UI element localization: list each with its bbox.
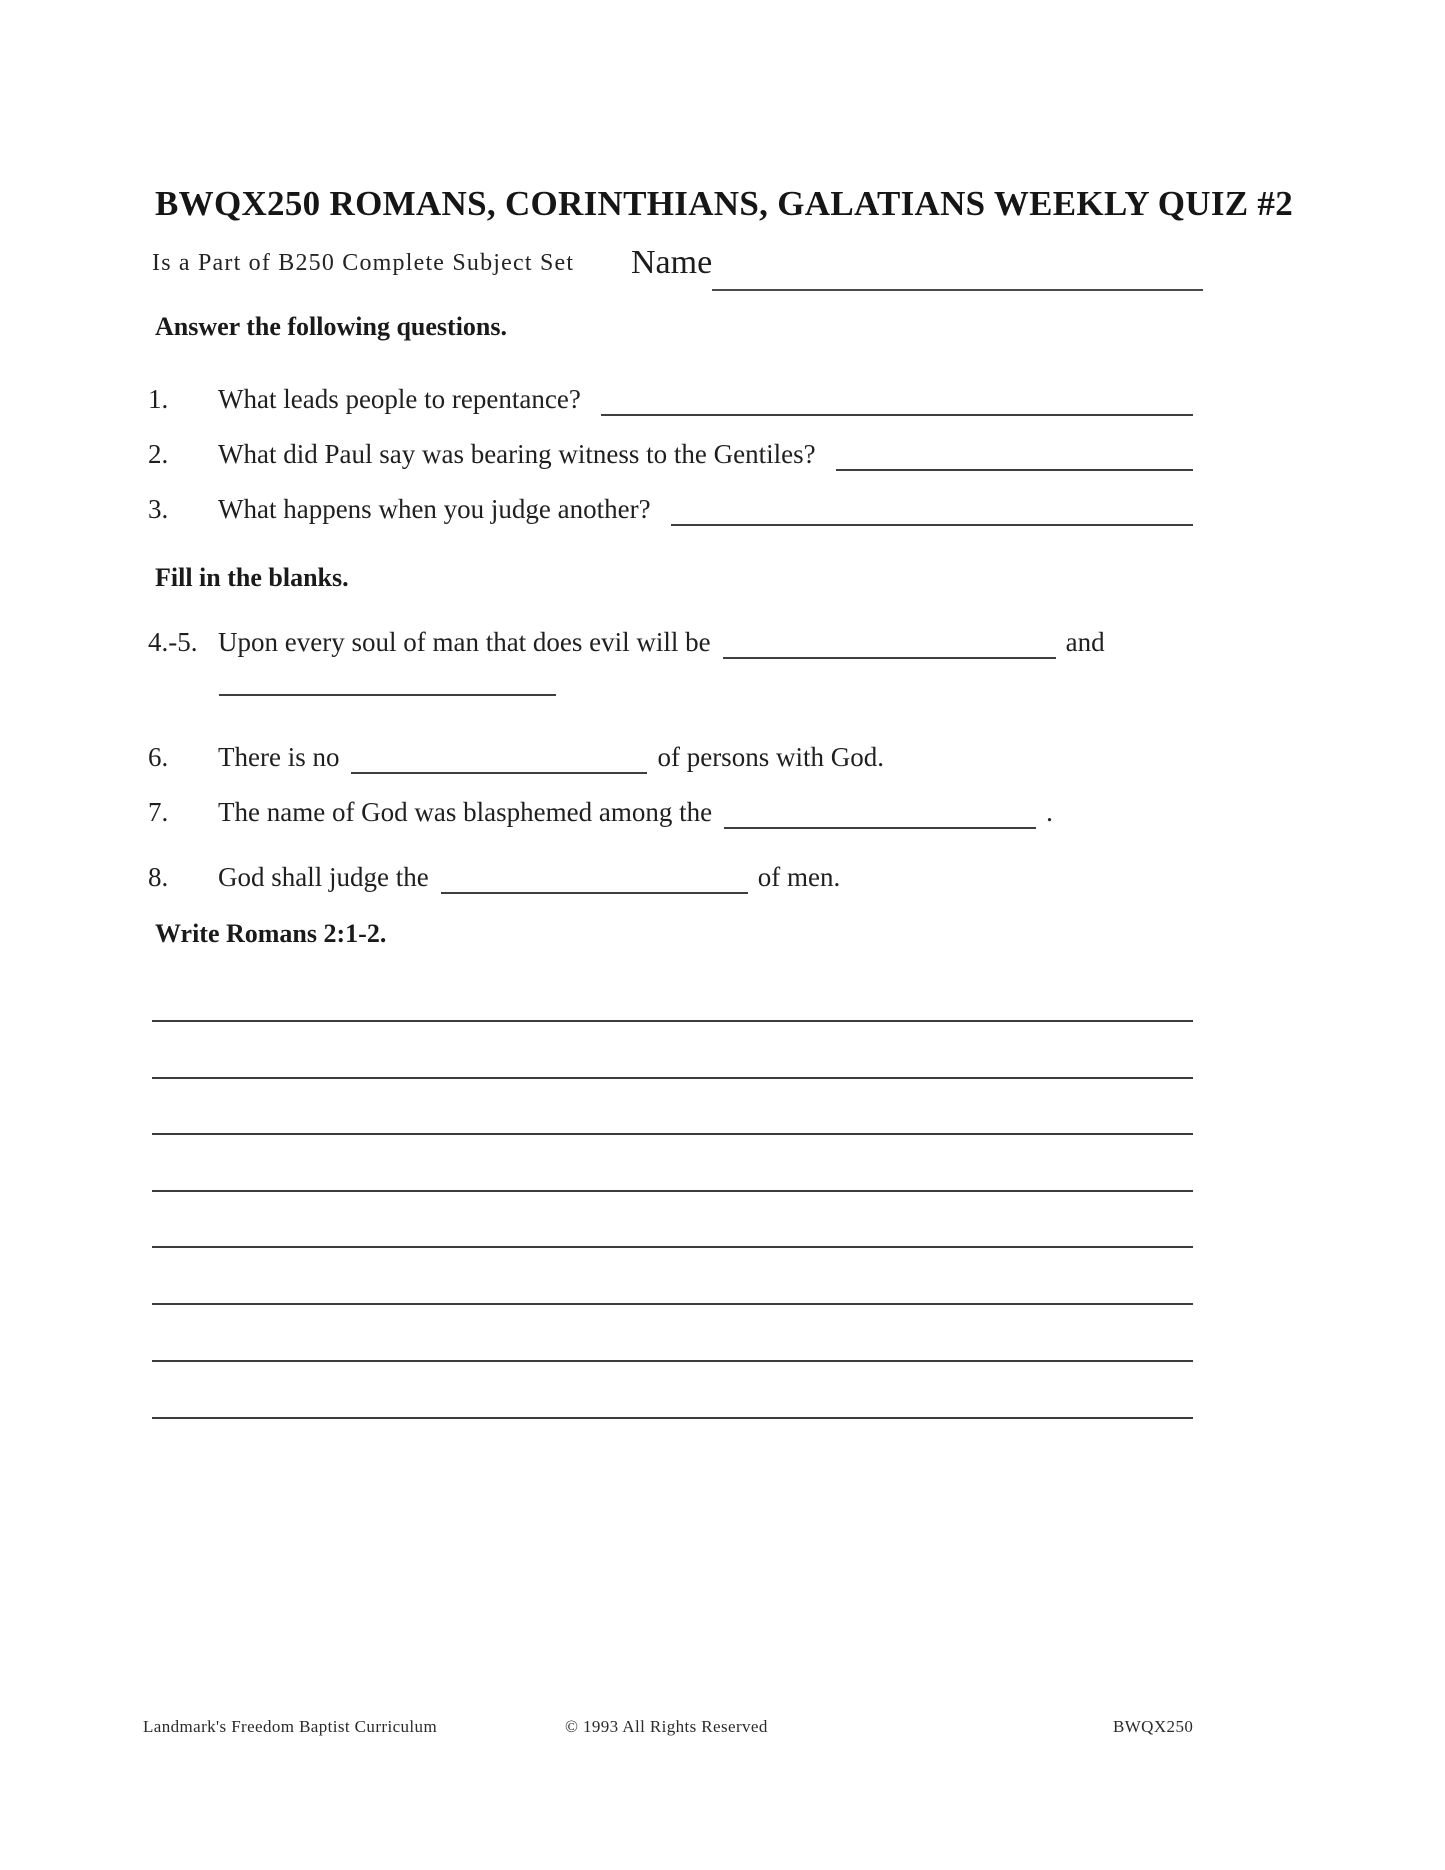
writing-line-4[interactable] xyxy=(152,1190,1193,1192)
question-number: 6. xyxy=(148,742,169,772)
name-blank-line[interactable] xyxy=(712,289,1203,291)
question-number: 2. xyxy=(148,439,169,469)
fill-item-after-text: of men. xyxy=(757,862,841,892)
writing-line-6[interactable] xyxy=(152,1303,1193,1305)
writing-line-5[interactable] xyxy=(152,1246,1193,1248)
fill-item-text: There is no xyxy=(218,742,340,772)
footer-publisher: Landmark's Freedom Baptist Curriculum xyxy=(143,1717,438,1736)
fill-item-row-4-5 xyxy=(148,627,1193,658)
question-number: 7. xyxy=(148,797,169,827)
writing-line-1[interactable] xyxy=(152,1020,1193,1022)
question-number: 8. xyxy=(148,862,169,892)
writing-line-8[interactable] xyxy=(152,1417,1193,1419)
writing-line-2[interactable] xyxy=(152,1077,1193,1079)
subject-set-note: Is a Part of B250 Complete Subject Set xyxy=(152,250,575,276)
fill-item-after-text: of persons with God. xyxy=(657,742,884,772)
fill-item-text: Upon every soul of man that does evil will be xyxy=(218,627,711,657)
question-number: 1. xyxy=(148,384,169,414)
fill-blank-4[interactable] xyxy=(723,657,1056,659)
answer-blank-1[interactable] xyxy=(601,414,1193,416)
fill-item-row-8 xyxy=(148,862,1193,893)
section-heading-fill: Fill in the blanks. xyxy=(155,563,349,592)
fill-blank-5[interactable] xyxy=(219,694,556,696)
section-heading-write: Write Romans 2:1-2. xyxy=(155,919,387,948)
fill-blank-6[interactable] xyxy=(351,772,647,774)
question-row-2 xyxy=(148,439,1193,470)
footer-code: BWQX250 xyxy=(1113,1717,1194,1736)
question-row-3 xyxy=(148,494,1193,525)
question-row-1 xyxy=(148,384,1193,415)
question-text: What did Paul say was bearing witness to the Gentiles? xyxy=(218,439,816,469)
question-number: 4.-5. xyxy=(148,627,198,657)
answer-blank-3[interactable] xyxy=(671,524,1193,526)
section-heading-answer: Answer the following questions. xyxy=(155,312,508,341)
page-title: BWQX250 ROMANS, CORINTHIANS, GALATIANS WEEKLY QUIZ #2 xyxy=(155,184,1294,223)
fill-item-text: The name of God was blasphemed among the xyxy=(218,797,713,827)
fill-blank-7[interactable] xyxy=(724,827,1036,829)
fill-item-text: God shall judge the xyxy=(218,862,429,892)
fill-item-row-6 xyxy=(148,742,1193,773)
answer-blank-2[interactable] xyxy=(836,469,1193,471)
writing-line-7[interactable] xyxy=(152,1360,1193,1362)
fill-item-row-7 xyxy=(148,797,1193,828)
question-text: What happens when you judge another? xyxy=(218,494,651,524)
question-number: 3. xyxy=(148,494,169,524)
question-text: What leads people to repentance? xyxy=(218,384,581,414)
fill-item-after-text: and xyxy=(1065,627,1105,657)
footer-copyright: © 1993 All Rights Reserved xyxy=(565,1717,768,1736)
fill-blank-8[interactable] xyxy=(441,892,748,894)
name-label: Name xyxy=(631,244,713,281)
writing-line-3[interactable] xyxy=(152,1133,1193,1135)
fill-item-after-text: . xyxy=(1046,797,1053,827)
